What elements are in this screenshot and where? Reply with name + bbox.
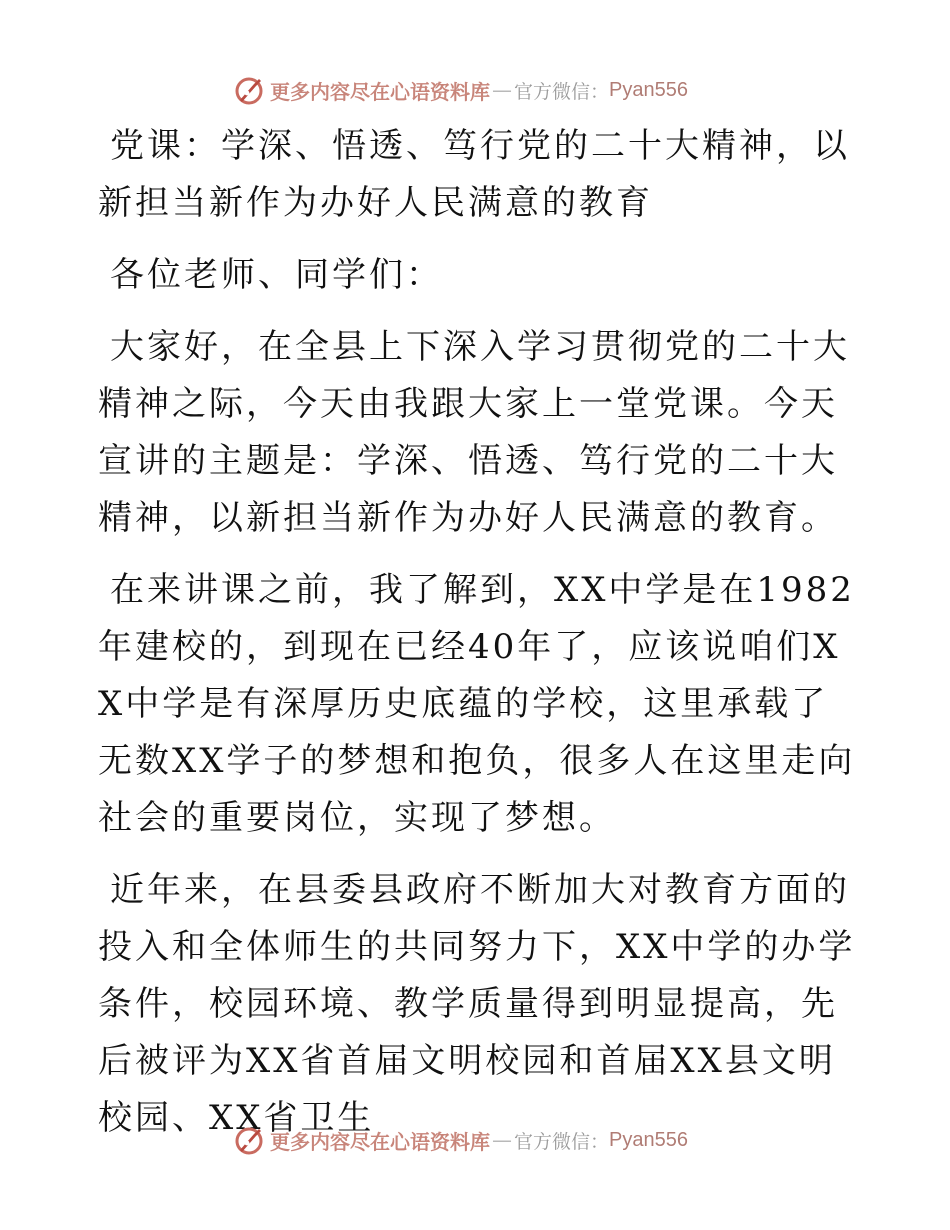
pen-nib-circle-icon (234, 74, 266, 106)
paragraph-greeting: 各位老师、同学们： (110, 255, 443, 295)
pen-nib-circle-icon (234, 1124, 266, 1156)
paragraph-achievements: 近年来，在县委县政府不断加大对教育方面的投入和全体师生的共同努力下，XX中学的办学条件，校园环境、教学质量得到明显提高，先后被评为XX省首届文明校园和首届XX县文明校园、XX省卫生 (98, 870, 856, 1138)
watermark-wechat-id: Pyan556 (609, 1128, 688, 1151)
document-title: 党课：学深、悟透、笃行党的二十大精神，以新担当新作为办好人民满意的教育 (98, 126, 850, 223)
paragraph-school-history: 在来讲课之前，我了解到，XX中学是在1982年建校的，到现在已经40年了，应该说咱们XX中学是有深厚历史底蕴的学校，这里承载了无数XX学子的梦想和抱负，很多人在这里走向社会的重要岗位，实现了梦想。 (98, 570, 856, 838)
watermark-wechat-id: Pyan556 (609, 78, 688, 101)
footer-watermark (234, 1124, 688, 1156)
document-body (98, 118, 858, 1162)
watermark-separator: — (492, 78, 512, 102)
watermark-brand: 更多内容尽在心语资料库 (270, 79, 490, 104)
watermark-separator: — (492, 1128, 512, 1152)
watermark-official-label: 官方微信： (514, 80, 610, 103)
header-watermark (234, 74, 688, 106)
watermark-brand: 更多内容尽在心语资料库 (270, 1129, 490, 1154)
watermark-official-label: 官方微信： (514, 1130, 610, 1153)
paragraph-intro: 大家好，在全县上下深入学习贯彻党的二十大精神之际，今天由我跟大家上一堂党课。今天宣讲的主题是：学深、悟透、笃行党的二十大精神，以新担当新作为办好人民满意的教育。 (98, 327, 850, 538)
